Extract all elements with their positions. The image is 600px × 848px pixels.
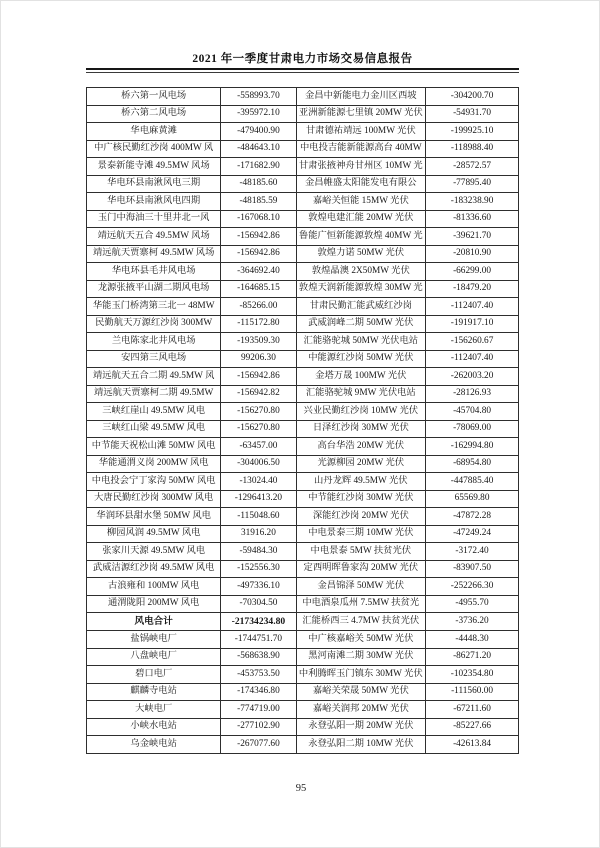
amount-cell: -112407.40	[426, 298, 519, 316]
unit-name-cell: 中节能红沙岗 30MW 光伏	[296, 490, 426, 508]
unit-name-cell: 金塔万晟 100MW 光伏	[296, 368, 426, 386]
amount-cell: -484643.10	[221, 140, 296, 158]
amount-cell: -111560.00	[426, 683, 519, 701]
unit-name-cell: 八盘峡电厂	[87, 648, 221, 666]
unit-name-cell: 靖远航天五合二期 49.5MW 风	[87, 368, 221, 386]
unit-name-cell: 中电景泰 5MW 扶贫光伏	[296, 543, 426, 561]
amount-cell: -118988.40	[426, 140, 519, 158]
table-row	[87, 508, 519, 526]
table-row	[87, 175, 519, 193]
amount-cell: -558993.70	[221, 88, 296, 106]
unit-name-cell: 中广核民勤红沙岗 400MW 风	[87, 140, 221, 158]
amount-cell: -1744751.70	[221, 631, 296, 649]
amount-cell: -277102.90	[221, 718, 296, 736]
header-rule-divider	[86, 68, 519, 73]
unit-name-cell: 兰电陈家北井风电场	[87, 333, 221, 351]
unit-name-cell: 华润环县甜水堡 50MW 风电	[87, 508, 221, 526]
amount-cell: -156942.86	[221, 228, 296, 246]
unit-name-cell: 小峡水电站	[87, 718, 221, 736]
amount-cell: -20810.90	[426, 245, 519, 263]
amount-cell: -152556.30	[221, 560, 296, 578]
unit-name-cell: 甘肃张掖神舟甘州区 10MW 光	[296, 158, 426, 176]
table-row	[87, 543, 519, 561]
amount-cell: -115048.60	[221, 508, 296, 526]
unit-name-cell: 甘肃民勤汇能武威红沙岗	[296, 298, 426, 316]
table-row	[87, 315, 519, 333]
amount-cell: -193509.30	[221, 333, 296, 351]
amount-cell: -83907.50	[426, 560, 519, 578]
amount-cell: -199925.10	[426, 123, 519, 141]
unit-name-cell: 乌金峡电站	[87, 736, 221, 754]
unit-name-cell: 中能源红沙岗 50MW 光伏	[296, 350, 426, 368]
amount-cell: -21734234.80	[221, 613, 296, 631]
unit-name-cell: 金昌锦泽 50MW 光伏	[296, 578, 426, 596]
table-row	[87, 263, 519, 281]
page-number: 95	[295, 783, 307, 794]
amount-cell: -78069.00	[426, 420, 519, 438]
amount-cell: -364692.40	[221, 263, 296, 281]
amount-cell: -48185.59	[221, 193, 296, 211]
amount-cell: -13024.40	[221, 473, 296, 491]
table-row	[87, 385, 519, 403]
unit-name-cell: 定西明晖鲁家沟 20MW 光伏	[296, 560, 426, 578]
amount-cell: -28126.93	[426, 385, 519, 403]
table-row	[87, 140, 519, 158]
unit-name-cell: 日泽红沙岗 30MW 光伏	[296, 420, 426, 438]
table-row	[87, 368, 519, 386]
amount-cell: -171682.90	[221, 158, 296, 176]
table-row	[87, 298, 519, 316]
amount-cell: -47249.24	[426, 525, 519, 543]
table-row	[87, 193, 519, 211]
unit-name-cell: 嘉峪关润邦 20MW 光伏	[296, 701, 426, 719]
amount-cell: -59484.30	[221, 543, 296, 561]
table-row	[87, 701, 519, 719]
unit-name-cell: 景泰新能寺滩 49.5MW 风场	[87, 158, 221, 176]
table-row	[87, 333, 519, 351]
amount-cell: -174346.80	[221, 683, 296, 701]
unit-name-cell: 敦煌电建汇能 20MW 光伏	[296, 210, 426, 228]
amount-cell: -3172.40	[426, 543, 519, 561]
table-row	[87, 158, 519, 176]
amount-cell: -304006.50	[221, 455, 296, 473]
unit-name-cell: 汇能桥西三 4.7MW 扶贫光伏	[296, 613, 426, 631]
unit-name-cell: 碧口电厂	[87, 666, 221, 684]
unit-name-cell: 高台华浩 20MW 光伏	[296, 438, 426, 456]
unit-name-cell: 中电酒泉瓜州 7.5MW 扶贫光	[296, 595, 426, 613]
unit-name-cell: 金昌中新能电力金川区西坡	[296, 88, 426, 106]
amount-cell: -18479.20	[426, 280, 519, 298]
amount-cell: -63457.00	[221, 438, 296, 456]
table-row	[87, 403, 519, 421]
amount-cell: -156260.67	[426, 333, 519, 351]
unit-name-cell: 光源柳园 20MW 光伏	[296, 455, 426, 473]
unit-name-cell: 嘉峪关恒能 15MW 光伏	[296, 193, 426, 211]
unit-name-cell: 鲁能广恒新能源敦煌 40MW 光	[296, 228, 426, 246]
unit-name-cell: 敦煌晶澳 2X50MW 光伏	[296, 263, 426, 281]
amount-cell: -81336.60	[426, 210, 519, 228]
unit-name-cell: 靖远航天五合 49.5MW 风场	[87, 228, 221, 246]
amount-cell: -54931.70	[426, 105, 519, 123]
unit-name-cell: 敦煌力诺 50MW 光伏	[296, 245, 426, 263]
amount-cell: -162994.80	[426, 438, 519, 456]
amount-cell: -252266.30	[426, 578, 519, 596]
unit-name-cell: 靖远航天贾寨柯二期 49.5MW	[87, 385, 221, 403]
table-row	[87, 105, 519, 123]
amount-cell: -47872.28	[426, 508, 519, 526]
table-row	[87, 420, 519, 438]
table-row	[87, 88, 519, 106]
unit-name-cell: 中电景泰三期 10MW 光伏	[296, 525, 426, 543]
unit-name-cell: 民勤航天万源红沙岗 300MW	[87, 315, 221, 333]
amount-cell: -115172.80	[221, 315, 296, 333]
table-row	[87, 560, 519, 578]
amount-cell: -479400.90	[221, 123, 296, 141]
table-row	[87, 245, 519, 263]
unit-name-cell: 华电环县南湫风电四期	[87, 193, 221, 211]
table-row	[87, 718, 519, 736]
unit-name-cell: 永登弘阳二期 10MW 光伏	[296, 736, 426, 754]
unit-name-cell: 华能通渭义岗 200MW 风电	[87, 455, 221, 473]
table-row	[87, 613, 519, 631]
unit-name-cell: 三峡红崖山 49.5MW 风电	[87, 403, 221, 421]
table-row	[87, 683, 519, 701]
table-row	[87, 228, 519, 246]
amount-cell: -497336.10	[221, 578, 296, 596]
unit-name-cell: 中广核嘉峪关 50MW 光伏	[296, 631, 426, 649]
unit-name-cell: 中利腾晖玉门镇东 30MW 光伏	[296, 666, 426, 684]
amount-cell: -156942.86	[221, 245, 296, 263]
unit-name-cell: 深能红沙岗 20MW 光伏	[296, 508, 426, 526]
unit-name-cell: 山丹龙辉 49.5MW 光伏	[296, 473, 426, 491]
unit-name-cell: 麒麟寺电站	[87, 683, 221, 701]
table-row	[87, 648, 519, 666]
amount-cell: -85227.66	[426, 718, 519, 736]
amount-cell: 65569.80	[426, 490, 519, 508]
unit-name-cell: 中电投会宁丁家沟 50MW 风电	[87, 473, 221, 491]
amount-cell: -3736.20	[426, 613, 519, 631]
unit-name-cell: 靖远航天贾寨柯 49.5MW 风场	[87, 245, 221, 263]
amount-cell: -28572.57	[426, 158, 519, 176]
amount-cell: -156270.80	[221, 403, 296, 421]
unit-name-cell: 汇能骆驼城 9MW 光伏电站	[296, 385, 426, 403]
unit-name-cell: 永登弘阳一期 20MW 光伏	[296, 718, 426, 736]
table-row	[87, 455, 519, 473]
unit-name-cell: 柳园风润 49.5MW 风电	[87, 525, 221, 543]
amount-cell: -4448.30	[426, 631, 519, 649]
table-row	[87, 631, 519, 649]
amount-cell: -164685.15	[221, 280, 296, 298]
unit-name-cell: 桥六第二风电场	[87, 105, 221, 123]
amount-cell: -183238.90	[426, 193, 519, 211]
amount-cell: -156942.82	[221, 385, 296, 403]
amount-cell: -39621.70	[426, 228, 519, 246]
amount-cell: -568638.90	[221, 648, 296, 666]
unit-name-cell: 武威洁源红沙岗 49.5MW 风电	[87, 560, 221, 578]
amount-cell: -4955.70	[426, 595, 519, 613]
unit-name-cell: 安四第三风电场	[87, 350, 221, 368]
unit-name-cell: 张家川天源 49.5MW 风电	[87, 543, 221, 561]
table-row	[87, 438, 519, 456]
unit-name-cell: 华电环县毛井风电场	[87, 263, 221, 281]
amount-cell: -48185.60	[221, 175, 296, 193]
unit-name-cell: 中节能天祝松山滩 50MW 风电	[87, 438, 221, 456]
amount-cell: -262003.20	[426, 368, 519, 386]
unit-name-cell: 桥六第一风电场	[87, 88, 221, 106]
unit-name-cell: 龙源张掖平山湖二期风电场	[87, 280, 221, 298]
unit-name-cell: 风电合计	[87, 613, 221, 631]
amount-cell: -42613.84	[426, 736, 519, 754]
unit-name-cell: 华电麻黄滩	[87, 123, 221, 141]
amount-cell: -191917.10	[426, 315, 519, 333]
amount-cell: -156270.80	[221, 420, 296, 438]
amount-cell: -447885.40	[426, 473, 519, 491]
amount-cell: -45704.80	[426, 403, 519, 421]
table-row	[87, 473, 519, 491]
table-row	[87, 350, 519, 368]
unit-name-cell: 金昌帷盛太阳能发电有限公	[296, 175, 426, 193]
amount-cell: -167068.10	[221, 210, 296, 228]
unit-name-cell: 武威润峰二期 50MW 光伏	[296, 315, 426, 333]
amount-cell: -395972.10	[221, 105, 296, 123]
amount-cell: -1296413.20	[221, 490, 296, 508]
unit-name-cell: 中电投吉能新能源高台 40MW	[296, 140, 426, 158]
table-row	[87, 280, 519, 298]
amount-cell: -112407.40	[426, 350, 519, 368]
table-body	[87, 88, 519, 754]
amount-cell: -453753.50	[221, 666, 296, 684]
unit-name-cell: 兴业民勤红沙岗 10MW 光伏	[296, 403, 426, 421]
unit-name-cell: 汇能骆驼城 50MW 光伏电站	[296, 333, 426, 351]
unit-name-cell: 嘉峪关荣晟 50MW 光伏	[296, 683, 426, 701]
unit-name-cell: 玉门中海油三十里井北一风	[87, 210, 221, 228]
amount-cell: -267077.60	[221, 736, 296, 754]
unit-name-cell: 甘肃德祐靖远 100MW 光伏	[296, 123, 426, 141]
unit-name-cell: 华电环县南湫风电三期	[87, 175, 221, 193]
page-title: 2021 年一季度甘肃电力市场交易信息报告	[192, 53, 413, 65]
table-row	[87, 525, 519, 543]
unit-name-cell: 大峡电厂	[87, 701, 221, 719]
table-row	[87, 595, 519, 613]
table-row	[87, 123, 519, 141]
amount-cell: -67211.60	[426, 701, 519, 719]
table-row	[87, 210, 519, 228]
amount-cell: -774719.00	[221, 701, 296, 719]
table-row	[87, 578, 519, 596]
amount-cell: -77895.40	[426, 175, 519, 193]
amount-cell: 31916.20	[221, 525, 296, 543]
amount-cell: -68954.80	[426, 455, 519, 473]
amount-cell: -85266.00	[221, 298, 296, 316]
unit-name-cell: 三峡红山梁 49.5MW 风电	[87, 420, 221, 438]
unit-name-cell: 盐锅峡电厂	[87, 631, 221, 649]
table-row	[87, 736, 519, 754]
amount-cell: -304200.70	[426, 88, 519, 106]
amount-cell: -156942.86	[221, 368, 296, 386]
unit-name-cell: 亚洲新能源七里镇 20MW 光伏	[296, 105, 426, 123]
amount-cell: -86271.20	[426, 648, 519, 666]
amount-cell: -70304.50	[221, 595, 296, 613]
unit-name-cell: 古浪雍和 100MW 风电	[87, 578, 221, 596]
unit-name-cell: 黑河南滩二期 30MW 光伏	[296, 648, 426, 666]
unit-name-cell: 大唐民勤红沙岗 300MW 风电	[87, 490, 221, 508]
unit-name-cell: 敦煌天润新能源敦煌 30MW 光	[296, 280, 426, 298]
trading-data-table	[86, 87, 519, 754]
amount-cell: -102354.80	[426, 666, 519, 684]
unit-name-cell: 通渭陇阳 200MW 风电	[87, 595, 221, 613]
unit-name-cell: 华能玉门桥湾第三北一 48MW	[87, 298, 221, 316]
amount-cell: 99206.30	[221, 350, 296, 368]
amount-cell: -66299.00	[426, 263, 519, 281]
table-row	[87, 490, 519, 508]
table-row	[87, 666, 519, 684]
